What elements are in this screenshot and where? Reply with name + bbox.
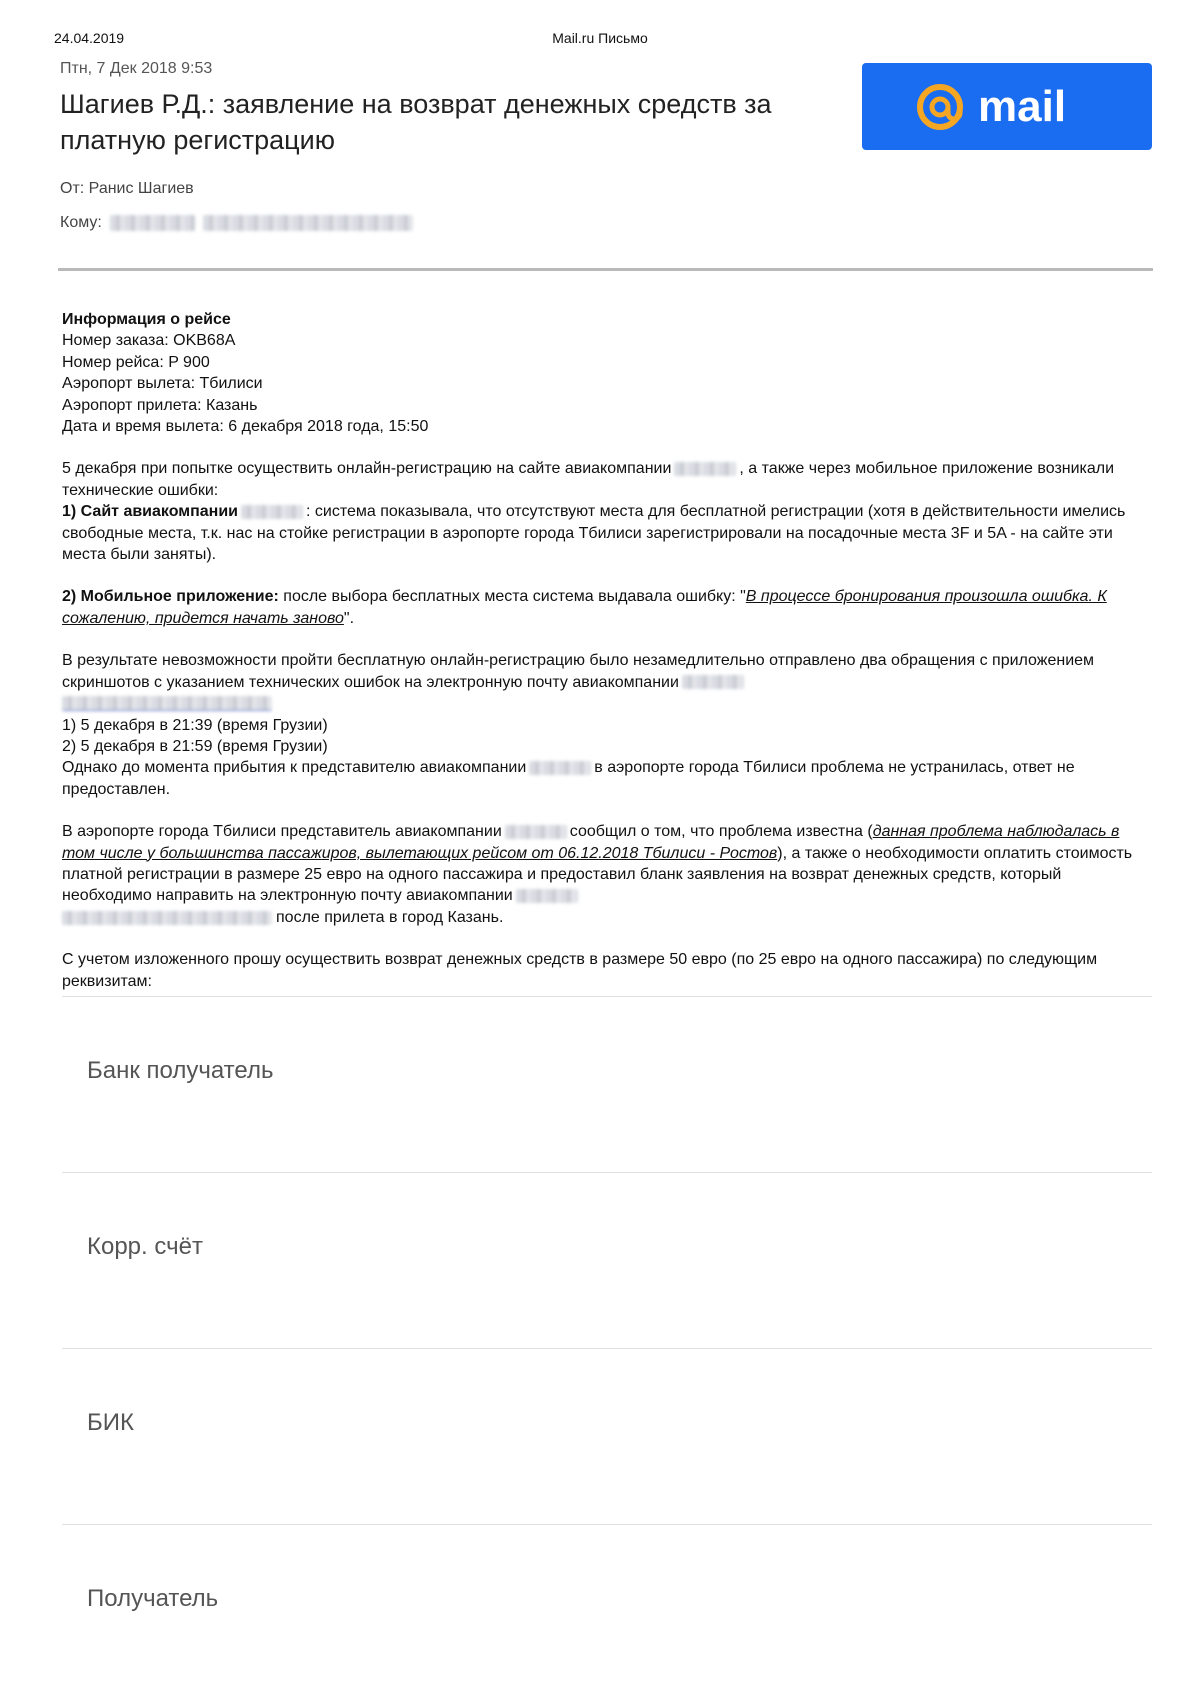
logo-text: mail bbox=[978, 81, 1067, 131]
field-recipient-label: Получатель bbox=[87, 1585, 219, 1612]
airline-redacted bbox=[682, 675, 744, 689]
paragraph-3 bbox=[62, 586, 1152, 629]
p4-text-b: Однако до момента прибытия к представителю авиакомпании bbox=[62, 759, 527, 777]
field-bank bbox=[62, 996, 1152, 1173]
p4-text-a: В результате невозможности пройти бесплатную онлайн-регистрацию было незамедлительно отправлено два обращения с приложением скриншотов с указанием технических ошибок на электронную почту авиакомпании bbox=[62, 652, 1095, 691]
paragraph-6: С учетом изложенного прошу осуществить возврат денежных средств в размере 50 евро (по 25 евро на одного пассажира) по следующим реквизитам: bbox=[62, 951, 1098, 990]
paragraph-4b bbox=[62, 757, 1152, 800]
field-bik bbox=[62, 1348, 1152, 1525]
error-message-quote: В процессе бронирования произошла ошибка. К сожалению, придется начать заново bbox=[62, 588, 1107, 627]
flight-info-heading: Информация о рейсе bbox=[62, 311, 231, 328]
airline-redacted bbox=[241, 505, 303, 519]
airline-email-redacted bbox=[62, 911, 272, 925]
to-label: Кому: bbox=[60, 214, 102, 231]
field-bank-label: Банк получатель bbox=[87, 1057, 274, 1084]
mail-logo bbox=[862, 63, 1152, 150]
mail-logo-icon bbox=[912, 77, 1102, 137]
p5-text-c: ), а также о необходимости оплатить стоимость платной регистрации в размере 25 евро на одного пассажира и предоставил бланк заявления на возврат денежных средств, который необходимо направить на электронную почту авиакомпании bbox=[62, 844, 1133, 905]
departure-datetime: Дата и время вылета: 6 декабря 2018 года, 15:50 bbox=[62, 418, 429, 436]
paragraph-5 bbox=[62, 821, 1152, 928]
arrival-airport: Аэропорт прилета: Казань bbox=[62, 396, 258, 414]
known-issue-quote: данная проблема наблюдалась в том числе у большинства пассажиров, вылетающих рейсом от 06.12.2018 Тбилиси - Ростов bbox=[62, 823, 1120, 862]
p2-bold: 1) Сайт авиакомпании bbox=[62, 503, 238, 521]
from-label: От: bbox=[60, 180, 85, 197]
from-name[interactable]: Ранис Шагиев bbox=[88, 180, 194, 197]
field-corr-account bbox=[62, 1172, 1152, 1349]
paragraph-4 bbox=[62, 650, 1152, 714]
appeal-2: 2) 5 декабря в 21:59 (время Грузии) bbox=[62, 737, 328, 755]
field-recipient bbox=[62, 1524, 1152, 1701]
p5-text-b: сообщил о том, что проблема известна ( bbox=[569, 823, 873, 841]
to-name-redacted bbox=[110, 215, 195, 231]
p3-end: ". bbox=[343, 609, 355, 627]
airline-redacted bbox=[505, 825, 567, 839]
p5-text-a: В аэропорте города Тбилиси представитель авиакомпании bbox=[62, 823, 502, 841]
airline-redacted bbox=[674, 462, 736, 476]
mail-body bbox=[62, 309, 1152, 992]
p5-text-d: после прилета в город Казань. bbox=[276, 908, 504, 926]
p3-bold: 2) Мобильное приложение: bbox=[62, 588, 279, 606]
print-header bbox=[54, 30, 1146, 50]
airline-email-redacted[interactable] bbox=[62, 696, 272, 711]
mail-date: Птн, 7 Дек 2018 9:53 bbox=[60, 60, 213, 77]
header-divider bbox=[58, 268, 1153, 271]
appeal-1: 1) 5 декабря в 21:39 (время Грузии) bbox=[62, 716, 328, 734]
print-title: Mail.ru Письмо bbox=[552, 30, 648, 46]
mail-subject: Шагиев Р.Д.: заявление на возврат денежных средств за платную регистрацию bbox=[60, 89, 772, 155]
from-row bbox=[60, 180, 194, 198]
field-bik-label: БИК bbox=[87, 1409, 134, 1436]
p4-text-c: в аэропорте города Тбилиси проблема не устранилась, ответ не предоставлен. bbox=[62, 759, 1075, 798]
to-email-redacted bbox=[203, 215, 413, 231]
paragraph-2 bbox=[62, 501, 1152, 565]
departure-airport: Аэропорт вылета: Тбилиси bbox=[62, 375, 263, 393]
p1-text-a: 5 декабря при попытке осуществить онлайн-регистрацию на сайте авиакомпании bbox=[62, 460, 672, 478]
to-row bbox=[60, 214, 413, 232]
flight-number: Номер рейса: P 900 bbox=[62, 353, 210, 371]
airline-redacted bbox=[516, 889, 578, 903]
field-corr-label: Корр. счёт bbox=[87, 1233, 203, 1260]
p3-text: после выбора бесплатных места система выдавала ошибку: " bbox=[278, 588, 746, 606]
paragraph-1 bbox=[62, 458, 1152, 501]
airline-redacted bbox=[529, 761, 591, 775]
order-number: Номер заказа: OKB68A bbox=[62, 332, 236, 350]
p2-text: : система показывала, что отсутствуют места для бесплатной регистрации (хотя в действительности имелись свободные места, т.к. нас на стойке регистрации в аэропорте города Тбилиси зарегистрировали на посадочные места 3F и 5A - на сайте эти места были заняты). bbox=[62, 503, 1126, 564]
p1-text-b: , а также через мобильное приложение возникали технические ошибки: bbox=[62, 460, 1115, 499]
print-date: 24.04.2019 bbox=[54, 30, 125, 46]
